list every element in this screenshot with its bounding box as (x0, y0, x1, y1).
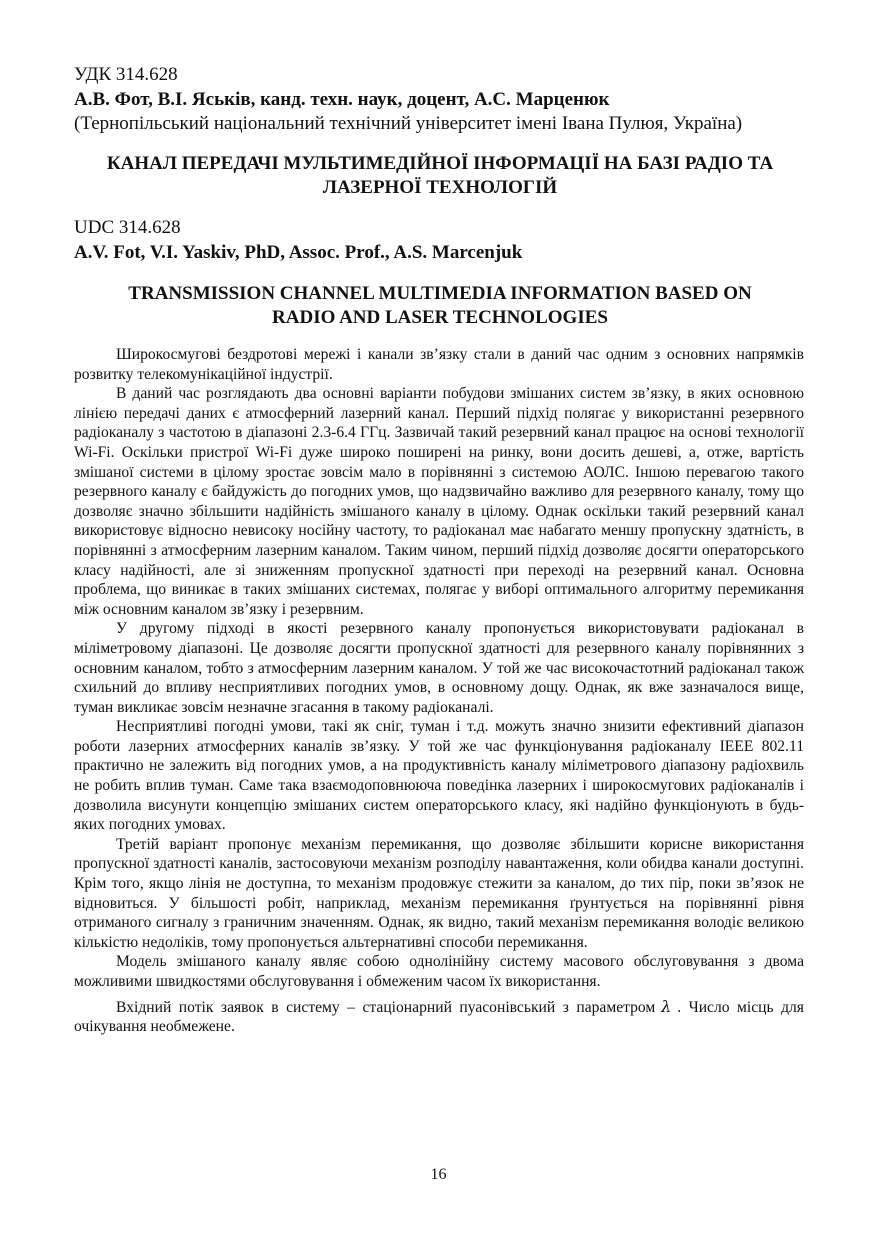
lambda-symbol: λ (661, 997, 672, 1016)
page-number: 16 (430, 1166, 447, 1183)
article-body (74, 345, 804, 1037)
paragraph-5: Третій варіант пропонує механізм перемикання, що дозволяє збільшити корисне використання пропускної здатності каналів, застосовуючи механізм розподілу навантаження, коли обидва канали доступні. Крім того, якщо лінія не доступна, то механізм продовжує стежити за каналом, до тих пір, поки зв’язок не відновиться. У більшості робіт, наприклад, механізм перемикання ґрунтується на порівнянні рівня отриманого сигналу з граничним значенням. Однак, як видно, такий механізм перемикання володіє великою кількістю недоліків, тому пропонується альтернативні способи перемикання. (74, 835, 804, 951)
paragraph-7-start: Вхідний потік заявок в систему – стаціонарний пуасонівський з параметром (116, 998, 656, 1016)
paragraph-6: Модель змішаного каналу являє собою однолінійну систему масового обслуговування з двома можливими швидкостями обслуговування і обмеженим часом їх використання. (74, 953, 804, 990)
paragraph-7 (74, 998, 804, 1037)
udc-code: UDC 314.628 (74, 217, 181, 238)
authors-en: A.V. Fot, V.I. Yaskiv, PhD, Assoc. Prof., A.S. Marcenjuk (74, 242, 523, 263)
affiliation: (Тернопільський національний технічний університет імені Івана Пулюя, Україна) (74, 113, 743, 134)
title-en (60, 282, 820, 330)
title-en-line1: TRANSMISSION CHANNEL MULTIMEDIA INFORMATION BASED ON (128, 283, 752, 304)
paragraph-4: Несприятливі погодні умови, такі як сніг, туман і т.д. можуть значно знизити ефективний діапазон роботи лазерних атмосферних каналів зв’язку. У той же час функціонування радіоканалу IEEE 802.11 практично не залежить від погодних умов, а на продуктивність каналу міліметрового діапазону радіохвиль не робить вплив туман. Саме така взаємодоповнююча поведінка лазерних і широкосмугових радіоканалів і дозволила висунути концепцію змішаних систем операторського класу, які надійно функціонують в будь-яких погодних умовах. (74, 718, 804, 834)
paragraph-3: У другому підході в якості резервного каналу пропонується використовувати радіоканал в міліметровому діапазоні. Це дозволяє досягти пропускної здатності для резервного каналу порівнянних з основним каналом, тобто з атмосферним лазерним каналом. У той же час високочастотний радіоканал також схильний до впливу несприятливих погодних умов, в основному дощу. Однак, як вже зазначалося вище, туман викликає зовсім незначне згасання в такому радіоканалі. (74, 620, 804, 716)
title-en-line2: RADIO AND LASER TECHNOLOGIES (272, 307, 608, 328)
paragraph-2: В даний час розглядають два основні варіанти побудови змішаних систем зв’язку, в яких основною лінією передачі даних є атмосферний лазерний канал. Перший підхід полягає у використанні резервного радіоканалу з частотою в діапазоні 2.3-6.4 ГГц. Зазвичай такий резервний канал працює на основі технології Wi-Fi. Оскільки пристрої Wi-Fi дуже широко поширені на ринку, вони досить дешеві, а, отже, вартість змішаної системи в цілому зростає зовсім мало в порівнянні з системою АОЛС. Іншою перевагою такого резервного каналу є байдужість до погодних умов, що надзвичайно важливо для резервного каналу, тому що дозволяє значно збільшити надійність змішаного каналу в цілому. Однак оскільки такий резервний канал використовує відносно невисоку носійну частоту, то радіоканал має набагато меншу пропускну здатність, в порівнянні з атмосферним лазерним каналом. Таким чином, перший підхід дозволяє досягти операторського класу надійності, але зі зниженням пропускної здатності при переході на резервний канал. Основна проблема, що виникає в таких змішаних системах, полягає у виборі оптимального алгоритму перемикання між основним каналом зв’язку і резервним. (74, 385, 804, 618)
udk-code: УДК 314.628 (74, 64, 178, 85)
title-ua-line2: ЛАЗЕРНОЇ ТЕХНОЛОГІЙ (322, 177, 558, 198)
authors-ua: А.В. Фот, В.І. Яськів, канд. техн. наук, доцент, А.С. Марценюк (74, 89, 610, 110)
paragraph-7-end: . Число місць для очікування необмежене. (74, 998, 804, 1036)
title-ua-line1: КАНАЛ ПЕРЕДАЧІ МУЛЬТИМЕДІЙНОЇ ІНФОРМАЦІЇ НА БАЗІ РАДІО ТА (106, 153, 774, 174)
paragraph-1: Широкосмугові бездротові мережі і канали зв’язку стали в даний час одним з основних напрямків розвитку телекомунікаційної індустрії. (74, 346, 804, 383)
title-ua (60, 152, 820, 200)
